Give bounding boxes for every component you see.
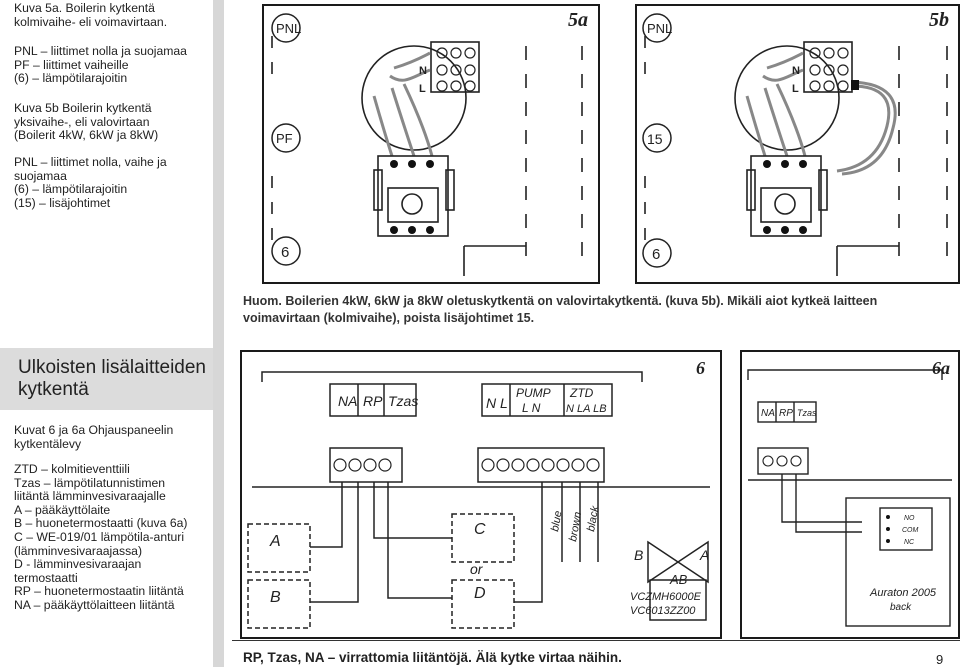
figure-6-number: 6 [696,358,705,378]
bottom-divider [232,640,960,641]
term-rp: RP [363,393,383,409]
figure-5b [635,4,960,284]
label-l: L [792,83,799,95]
model-1: VCZMH6000E [630,591,701,603]
gray-separator [213,0,224,667]
label-fifteen: 15 [647,131,663,147]
label-no: NO [904,515,915,522]
valve-ab: AB [670,572,688,587]
term-pump-ln: L N [522,401,541,415]
legend-fig5b: PNL – liittimet nolla, vaihe ja suojamaa (6) – lämpötilarajoitin (15) – lisäjohtimet [14,155,167,210]
section-heading: Ulkoisten lisälaitteiden kytkentä [18,357,206,400]
term-na: NA [761,408,775,419]
term-pump: PUMP [516,386,551,400]
term-tzas: Tzas [388,393,419,409]
bottom-warning-note: RP, Tzas, NA – virrattomia liitäntöjä. Älä kytke virtaa näihin. [243,650,622,665]
figure-6a-drawing [742,352,958,637]
wire-brown: brown [567,510,585,543]
model-2: VC6013ZZ00 [630,605,696,617]
label-n: N [792,65,800,77]
label-auraton: Auraton 2005 [870,587,937,599]
term-nl: N L [486,395,508,411]
note-default-connection: Huom. Boilerien 4kW, 6kW ja 8kW oletuskytkentä on valovirtakytkentä. (kuva 5b). Mikäli aiot kytkeä laitteen voimavirtaan (kolmivaihe), poista lisäjohtimet 15. [243,294,878,325]
term-ztd-terms: N LA LB [566,403,607,415]
valve-b: B [634,547,644,563]
wire-black: black [585,505,602,533]
term-na: NA [338,393,358,409]
label-six: 6 [281,244,290,261]
label-l: L [419,83,426,95]
wire-blue: blue [549,509,565,533]
device-d: D [474,585,486,602]
device-a: A [270,533,281,550]
figure-5a [262,4,600,284]
term-tzas: Tzas [797,408,817,418]
label-nc: NC [904,539,915,546]
label-six: 6 [652,246,661,263]
label-com: COM [902,527,919,534]
left-column [0,0,213,667]
device-b: B [270,589,281,606]
legend-fig6: ZTD – kolmitieventtiili Tzas – lämpötilatunnistimen liitäntä lämminvesivaraajalle A – pääkäyttölaite B – huonetermostaatti (kuva 6a) C – WE-019/01 lämpötila-anturi (lämminvesivaraajassa) D - lämminvesivaraajan termostaatti RP – huonetermostaatin liitäntä NA – pääkäyttölaitteen liitäntä [14,462,188,612]
caption-fig6: Kuvat 6 ja 6a Ohjauspaneelin kytkentälevy [14,423,174,451]
figure-6a-number: 6a [932,358,950,378]
figure-6 [240,350,722,639]
caption-fig5b: Kuva 5b Boilerin kytkentä yksivaihe-, eli valovirtaan (Boilerit 4kW, 6kW ja 8kW) [14,101,159,143]
label-n: N [419,65,427,77]
figure-5a-number: 5a [568,9,588,31]
page-number: 9 [936,652,944,667]
device-c: C [474,521,486,538]
label-back: back [890,602,912,613]
figure-5a-drawing [264,6,598,282]
valve-a: A [700,547,710,563]
caption-fig5a: Kuva 5a. Boilerin kytkentä kolmivaihe- eli voimavirtaan. [14,1,168,29]
label-or: or [470,561,483,577]
label-pnl: PNL [647,21,673,36]
figure-6a [740,350,960,639]
label-pf: PF [276,131,293,146]
term-ztd: ZTD [570,386,594,400]
label-pnl: PNL [276,21,302,36]
figure-6-drawing [242,352,720,637]
figure-5b-number: 5b [929,9,949,31]
term-rp: RP [779,408,793,419]
figure-5b-drawing [637,6,958,282]
legend-fig5a: PNL – liittimet nolla ja suojamaa PF – liittimet vaiheille (6) – lämpötilarajoitin [14,44,187,86]
